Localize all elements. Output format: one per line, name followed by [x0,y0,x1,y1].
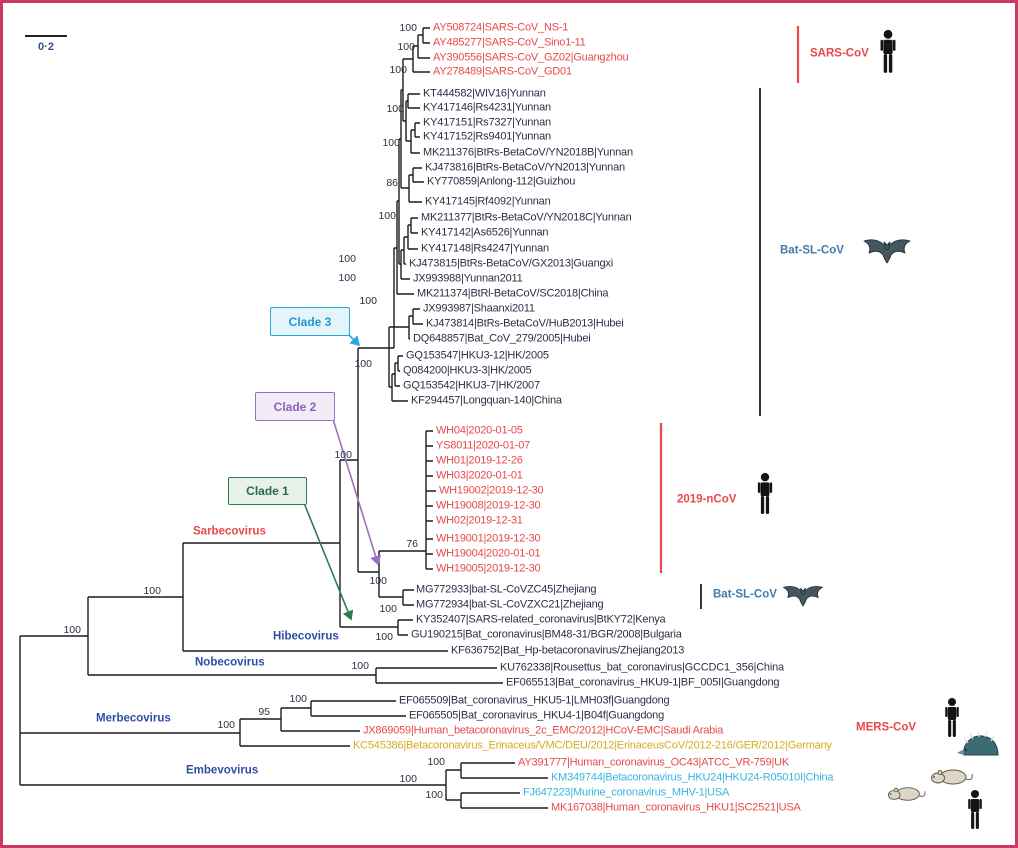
virus-group-label: 2019-nCoV [677,493,737,506]
subgenus-label: Embevovirus [186,764,259,777]
tip-label: KU762338|Rousettus_bat_coronavirus|GCCDC1_356|China [500,661,784,674]
virus-group-label: MERS-CoV [856,721,917,734]
clade-callout: Clade 3 [270,307,350,336]
tip-label: KY417152|Rs9401|Yunnan [423,130,551,143]
tip-label: AY390556|SARS-CoV_GZ02|Guangzhou [433,51,629,64]
bootstrap-value: 100 [351,659,369,672]
tip-label: KF294457|Longquan-140|China [411,394,562,407]
tip-label: JX993987|Shaanxi2011 [423,302,535,315]
clade1-arrow [304,503,351,619]
human-icon [758,473,772,514]
bootstrap-value: 100 [397,40,415,53]
tip-label: Q084200|HKU3-3|HK/2005 [403,364,532,377]
tip-label: MG772934|bat-SL-CoVZXC21|Zhejiang [416,598,604,611]
tip-label: DQ648857|Bat_CoV_279/2005|Hubei [413,332,591,345]
tip-label: EF065513|Bat_coronavirus_HKU9-1|BF_005I|Guangdong [506,676,780,689]
subgenus-label: Sarbecovirus [193,525,266,538]
tip-label: MK211377|BtRs-BetaCoV/YN2018C|Yunnan [421,211,632,224]
bootstrap-value: 86 [386,176,398,189]
tip-label: KM349744|Betacoronavirus_HKU24|HKU24-R05010I|China [551,771,834,784]
bootstrap-value: 100 [143,584,161,597]
hedgehog-icon [957,732,998,755]
tip-label: KJ473814|BtRs-BetaCoV/HuB2013|Hubei [426,317,624,330]
human-icon [968,790,982,829]
virus-group-label: Bat-SL-CoV [713,588,777,601]
rodent-icon [932,770,973,784]
bootstrap-value: 100 [378,209,396,222]
bootstrap-value: 100 [379,602,397,615]
human-icon [881,30,896,73]
tip-label: GU190215|Bat_coronavirus|BM48-31/BGR/2008|Bulgaria [411,628,682,641]
tip-label: WH02|2019-12-31 [436,514,523,527]
tip-label: WH19002|2019-12-30 [439,484,544,497]
tip-label: FJ647223|Murine_coronavirus_MHV-1|USA [523,786,730,799]
tip-label: GQ153542|HKU3-7|HK/2007 [403,379,540,392]
tip-label: WH03|2020-01-01 [436,469,523,482]
clade-callout: Clade 2 [255,392,335,421]
tip-label: WH04|2020-01-05 [436,424,523,437]
tip-label: KY770859|Anlong-112|Guizhou [427,175,576,188]
tip-label: WH19008|2019-12-30 [436,499,541,512]
bootstrap-value: 95 [258,705,270,718]
tip-label: JX993988|Yunnan2011 [413,272,523,285]
tip-label: JX869059|Human_betacoronavirus_2c_EMC/2012|HCoV-EMC|Saudi Arabia [363,724,724,737]
subgenus-label: Merbecovirus [96,712,171,725]
scale-bar-label: 0·2 [38,41,54,53]
bootstrap-value: 76 [406,537,418,550]
tip-label: KT444582|WIV16|Yunnan [423,87,546,100]
tip-label: WH01|2019-12-26 [436,454,523,467]
tip-label: KY417151|Rs7327|Yunnan [423,116,551,129]
tip-label: MK167038|Human_coronavirus_HKU1|SC2521|USA [551,801,801,814]
tip-label: WH19001|2019-12-30 [436,532,541,545]
tip-label: KF636752|Bat_Hp-betacoronavirus/Zhejiang2013 [451,644,685,657]
tip-label: AY485277|SARS-CoV_Sino1-11 [433,36,586,49]
tip-label: AY391777|Human_coronavirus_OC43|ATCC_VR-759|UK [518,756,790,769]
bootstrap-value: 100 [427,755,445,768]
tip-label: KY417146|Rs4231|Yunnan [423,101,551,114]
bootstrap-value: 100 [389,63,407,76]
bootstrap-value: 100 [334,448,352,461]
tip-label: KY417142|As6526|Yunnan [421,226,549,239]
tip-label: KJ473816|BtRs-BetaCoV/YN2013|Yunnan [425,161,625,174]
clade-callout: Clade 1 [228,477,307,505]
tip-label: KJ473815|BtRs-BetaCoV/GX2013|Guangxi [409,257,613,270]
bootstrap-value: 100 [338,271,356,284]
tip-label: YS8011|2020-01-07 [436,439,531,452]
bat-icon [864,240,910,263]
bootstrap-value: 100 [63,623,81,636]
bootstrap-value: 100 [369,574,387,587]
bootstrap-value: 100 [382,136,400,149]
bootstrap-value: 100 [399,21,417,34]
icon-layer [758,30,998,829]
virus-group-label: SARS-CoV [810,47,869,60]
tip-label: MG772933|bat-SL-CoVZC45|Zhejiang [416,583,597,596]
subgenus-label: Nobecovirus [195,656,265,669]
tip-label: EF065509|Bat_coronavirus_HKU5-1|LMH03f|Guangdong [399,694,670,707]
bootstrap-value: 100 [354,357,372,370]
bootstrap-value: 100 [217,718,235,731]
bat-icon [783,586,822,606]
tip-label: GQ153547|HKU3-12|HK/2005 [406,349,549,362]
tip-label: MK211374|BtRl-BetaCoV/SC2018|China [417,287,609,300]
tip-label: AY508724|SARS-CoV_NS-1 [433,21,569,34]
virus-group-label: Bat-SL-CoV [780,244,844,257]
tip-label: KY417148|Rs4247|Yunnan [421,242,549,255]
subgenus-label: Hibecovirus [273,630,339,643]
tip-label: WH19004|2020-01-01 [436,547,541,560]
bootstrap-value: 100 [399,772,417,785]
bootstrap-value: 100 [338,252,356,265]
tip-label: KC545386|Betacoronavirus_Erinaceus/VMC/DEU/2012|ErinaceusCoV/2012-216/GER/2012|Germany [353,739,832,752]
rodent-icon [888,788,925,801]
bootstrap-value: 100 [359,294,377,307]
bootstrap-value: 100 [289,692,307,705]
tip-label: WH19005|2019-12-30 [436,562,541,575]
tip-label: KY352407|SARS-related_coronavirus|BtKY72|Kenya [416,613,666,626]
bootstrap-value: 100 [425,788,443,801]
tip-label: AY278489|SARS-CoV_GD01 [433,65,572,78]
clade3-arrow [348,334,359,345]
tip-label: KY417145|Rf4092|Yunnan [425,195,551,208]
bootstrap-value: 100 [386,102,404,115]
human-icon [945,698,959,737]
bootstrap-value: 100 [375,630,393,643]
tip-label: MK211376|BtRs-BetaCoV/YN2018B|Yunnan [423,146,633,159]
tip-label: EF065505|Bat_coronavirus_HKU4-1|B04f|Guangdong [409,709,664,722]
